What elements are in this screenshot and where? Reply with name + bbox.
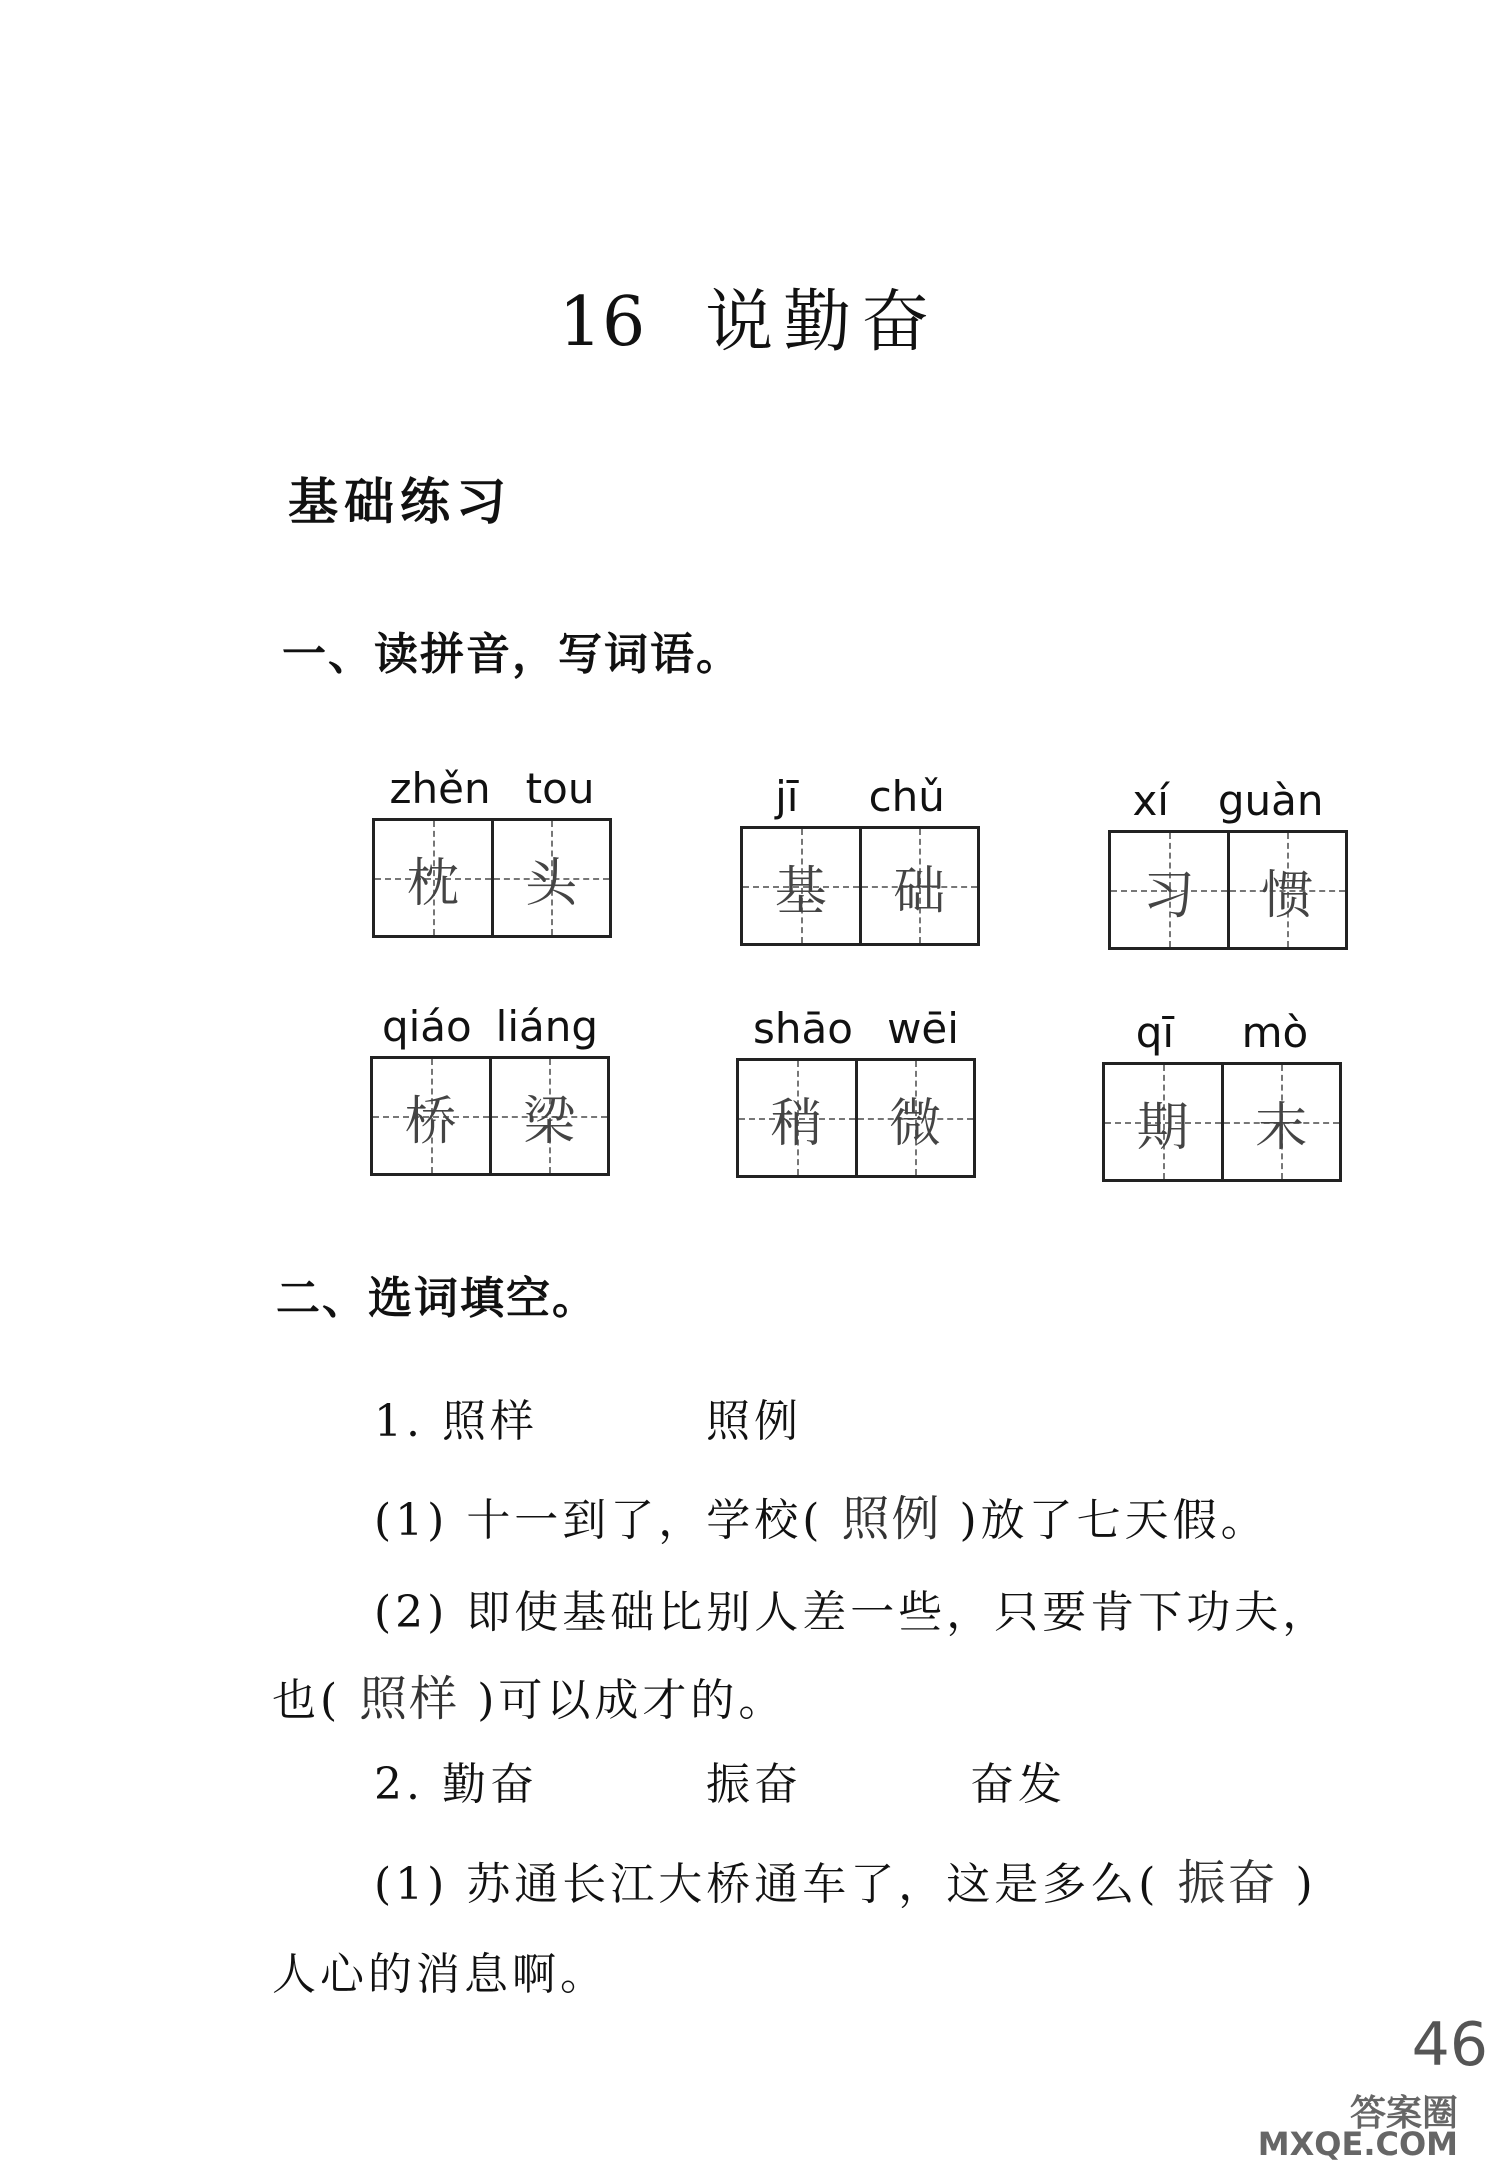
word-box-2 — [740, 768, 980, 946]
word-box-3 — [1108, 772, 1348, 950]
answer: 照例 — [841, 1491, 942, 1547]
word-box-6 — [1102, 1004, 1342, 1182]
pinyin: shāo — [753, 1004, 853, 1053]
pinyin: wēi — [887, 1004, 959, 1053]
char-cell: 础 — [859, 829, 978, 943]
char-cell: 微 — [855, 1061, 974, 1175]
option: 奋发 — [969, 1759, 1066, 1810]
sentence-line: (1) 苏通长江大桥通车了，这是多么( 振奋 ) — [374, 1855, 1317, 1911]
char-cell: 末 — [1221, 1065, 1340, 1179]
option: 振奋 — [705, 1759, 802, 1810]
pinyin: chǔ — [868, 772, 945, 821]
option: 照例 — [705, 1396, 802, 1447]
group-2-options — [374, 1748, 1066, 1812]
char-cell: 习 — [1111, 833, 1227, 947]
pinyin: mò — [1241, 1008, 1309, 1057]
pinyin: zhěn — [389, 764, 491, 813]
word-box-1 — [372, 760, 612, 938]
char-cell: 基 — [743, 829, 859, 943]
char-cell: 期 — [1105, 1065, 1221, 1179]
word-box-5 — [736, 1000, 976, 1178]
page-number: 46 — [1411, 2010, 1488, 2080]
char-cell: 枕 — [375, 821, 491, 935]
question-1-heading: 一、读拼音，写词语。 — [282, 629, 742, 680]
watermark-top: 答案圈 — [1349, 2093, 1458, 2134]
pinyin: liáng — [495, 1002, 599, 1051]
lesson-name: 说勤奋 — [705, 283, 940, 362]
pinyin: guàn — [1217, 776, 1324, 825]
answer: 振奋 — [1177, 1855, 1278, 1911]
answer: 照样 — [359, 1671, 460, 1727]
char-cell: 梁 — [489, 1059, 608, 1173]
char-cell: 桥 — [373, 1059, 489, 1173]
pinyin: tou — [525, 764, 595, 813]
pinyin: xí — [1132, 776, 1169, 825]
char-cell: 稍 — [739, 1061, 855, 1175]
lesson-number: 16 — [558, 283, 646, 362]
watermark: MXQE.COM — [1257, 2125, 1458, 2163]
word-box-4 — [370, 998, 610, 1176]
option: 1. 照样 — [374, 1396, 538, 1447]
pinyin: qiáo — [381, 1002, 472, 1051]
char-cell: 头 — [491, 821, 610, 935]
sentence-line: 也( 照样 )可以成才的。 — [272, 1671, 787, 1727]
sentence-line: (1) 十一到了，学校( 照例 )放了七天假。 — [374, 1491, 1269, 1547]
pinyin: jī — [775, 772, 799, 821]
group-1-options — [374, 1385, 802, 1449]
sentence-line: (2) 即使基础比别人差一些，只要肯下功夫， — [374, 1587, 1331, 1638]
section-heading: 基础练习 — [288, 473, 512, 531]
option: 2. 勤奋 — [374, 1759, 538, 1810]
pinyin: qī — [1135, 1008, 1175, 1057]
question-2-heading: 二、选词填空。 — [276, 1273, 598, 1324]
lesson-title — [0, 268, 1498, 365]
sentence-line: 人心的消息啊。 — [272, 1949, 608, 2000]
char-cell: 惯 — [1227, 833, 1346, 947]
